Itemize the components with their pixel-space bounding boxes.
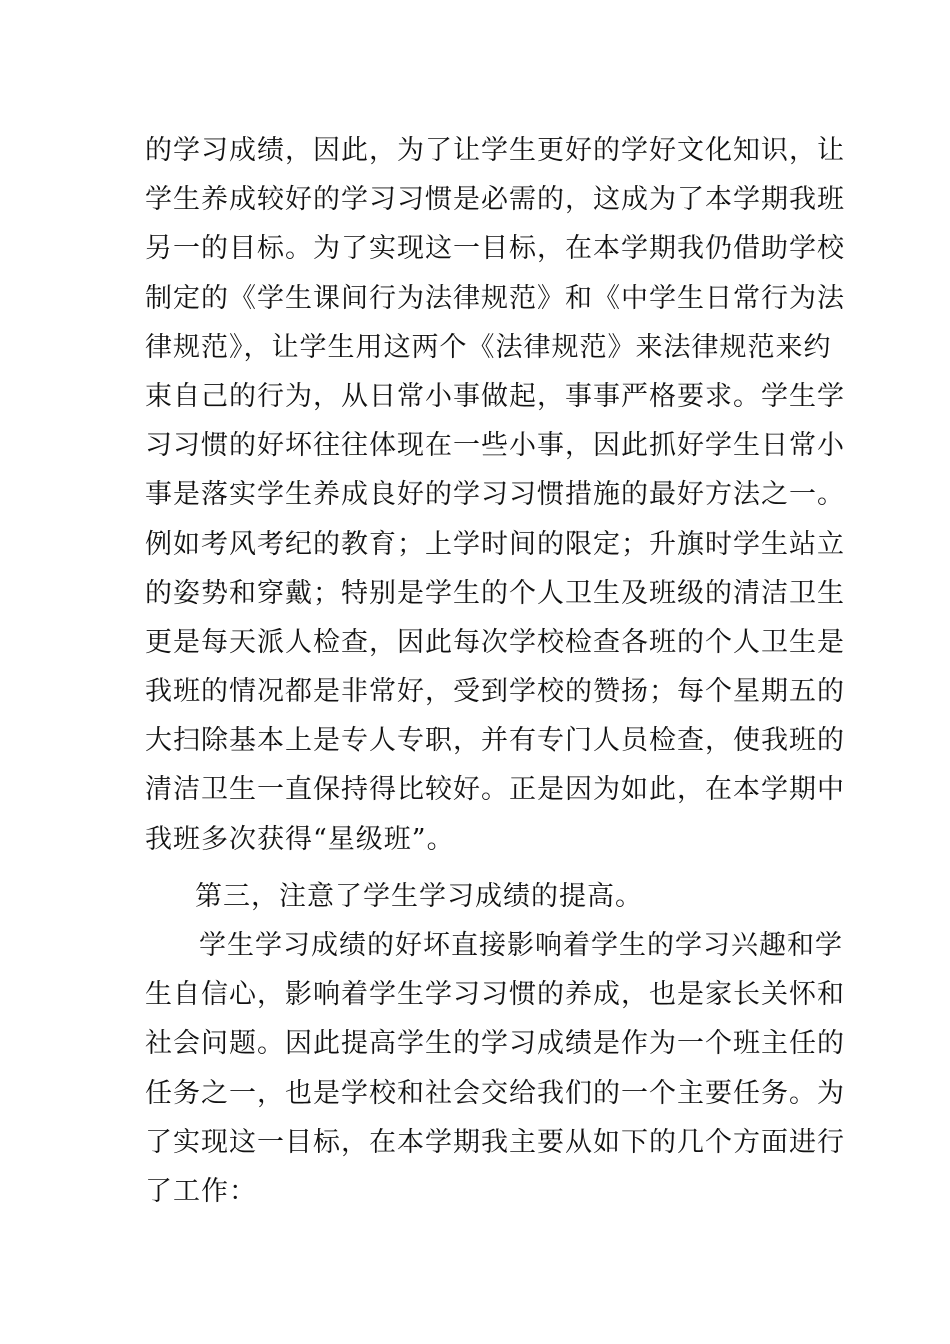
- text-line: 我班多次获得“星级班”。: [145, 823, 455, 855]
- text-line: 了工作：: [145, 1175, 257, 1207]
- paragraph-student-habits: [145, 126, 845, 864]
- text-line: 的姿势和穿戴；特别是学生的个人卫生及班级的清洁卫生: [145, 577, 845, 609]
- text-line: 律规范》，让学生用这两个《法律规范》来法律规范来约: [145, 331, 832, 363]
- text-line: 习习惯的好坏往往体现在一些小事，因此抓好学生日常小: [145, 430, 845, 462]
- text-line: 学生养成较好的学习习惯是必需的，这成为了本学期我班: [145, 184, 845, 216]
- text-line: 的学习成绩，因此，为了让学生更好的学好文化知识，让: [145, 135, 845, 166]
- text-line: 我班的情况都是非常好，受到学校的赞扬；每个星期五的: [145, 676, 845, 708]
- text-line: 制定的《学生课间行为法律规范》和《中学生日常行为法: [145, 282, 845, 314]
- text-line: 例如考风考纪的教育；上学时间的限定；升旗时学生站立: [145, 528, 845, 560]
- text-line: 事是落实学生养成良好的学习习惯措施的最好方法之一。: [145, 479, 845, 511]
- text-line: 更是每天派人检查，因此每次学校检查各班的个人卫生是: [145, 626, 845, 658]
- text-line: 大扫除基本上是专人专职，并有专门人员检查，使我班的: [145, 725, 845, 757]
- text-line: 束自己的行为，从日常小事做起，事事严格要求。学生学: [145, 380, 845, 412]
- text-line: 清洁卫生一直保持得比较好。正是因为如此，在本学期中: [145, 774, 845, 806]
- text-line: 任务之一，也是学校和社会交给我们的一个主要任务。为: [145, 1077, 845, 1109]
- paragraph-academic-performance: [145, 921, 845, 1216]
- text-line: 了实现这一目标，在本学期我主要从如下的几个方面进行: [145, 1126, 845, 1158]
- heading-line: 第三，注意了学生学习成绩的提高。: [195, 881, 643, 912]
- section-heading: [145, 872, 815, 921]
- text-line: 社会问题。因此提高学生的学习成绩是作为一个班主任的: [145, 1028, 845, 1060]
- text-line: 生自信心，影响着学生学习习惯的养成，也是家长关怀和: [145, 979, 845, 1011]
- text-line: 学生学习成绩的好坏直接影响着学生的学习兴趣和学: [199, 930, 843, 961]
- text-line: 另一的目标。为了实现这一目标，在本学期我仍借助学校: [145, 233, 845, 265]
